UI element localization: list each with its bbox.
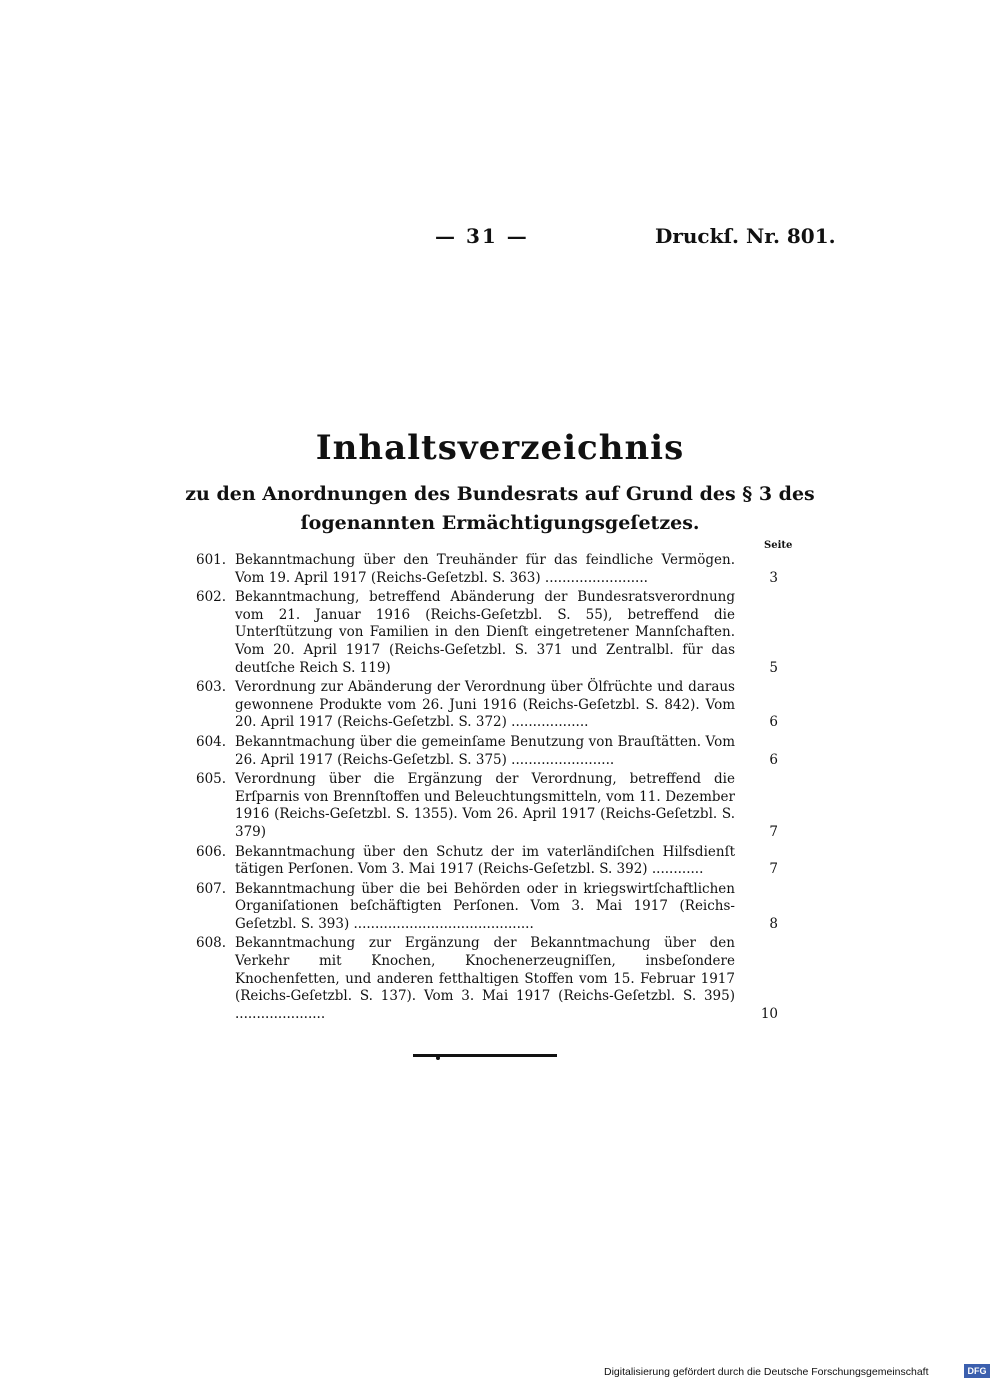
entry-page: 3 <box>769 569 778 586</box>
page-column-label: Seite <box>764 540 793 551</box>
entry-page: 5 <box>769 659 778 676</box>
entry-number: 607. <box>196 880 227 897</box>
table-of-contents <box>196 552 796 1025</box>
entry-text: Bekanntmachung über den Treuhänder für das feindliche Vermögen. Vom 19. April 1917 (Reichs-Geſetzbl. S. 363) ........................ <box>235 552 735 586</box>
entry-page: 8 <box>769 915 778 932</box>
toc-entry <box>196 844 796 879</box>
entry-page: 10 <box>760 1005 778 1022</box>
entry-page: 7 <box>769 861 778 878</box>
toc-entry <box>196 771 796 841</box>
entry-page: 6 <box>769 714 778 731</box>
entry-number: 608. <box>196 935 227 952</box>
toc-entry <box>196 552 796 587</box>
toc-entry <box>196 734 796 769</box>
toc-entry <box>196 589 796 677</box>
entry-text: Bekanntmachung über den Schutz der im vaterländiſchen Hilfsdienſt tätigen Perſonen. Vom 3. Mai 1917 (Reichs-Geſetzbl. S. 392) ............ <box>235 843 735 878</box>
entry-number: 604. <box>196 733 227 750</box>
entry-number: 605. <box>196 771 227 788</box>
closing-rule <box>413 1054 557 1057</box>
page-header <box>0 224 1000 254</box>
drucksache-number: Druckſ. Nr. 801. <box>655 224 836 248</box>
entry-number: 606. <box>196 843 227 860</box>
entry-text: Verordnung über die Ergänzung der Verordnung, betreffend die Erſparnis von Brennſtoffen und Beleuchtungsmitteln, vom 11. Dezember 1916 (Reichs-Geſetzbl. S. 1355). Vom 26. April 1917 (Reichs-Geſetzbl. S. 379) <box>235 771 735 840</box>
entry-number: 603. <box>196 679 227 696</box>
toc-entry <box>196 679 796 732</box>
rule-ornament <box>436 1056 440 1060</box>
page-number: — 31 — <box>435 224 529 248</box>
dfg-logo: DFG <box>964 1364 990 1378</box>
toc-entry <box>196 935 796 1023</box>
document-title: Inhaltsverzeichnis <box>315 428 685 468</box>
entry-number: 601. <box>196 552 227 568</box>
entry-text: Verordnung zur Abänderung der Verordnung über Ölfrüchte und daraus gewonnene Produkte vom 26. Juni 1916 (Reichs-Geſetzbl. S. 842). Vom 20. April 1917 (Reichs-Geſetzbl. S. 372) .................. <box>235 679 735 731</box>
toc-entry <box>196 881 796 934</box>
digitization-credit: Digitalisierung gefördert durch die Deutsche Forschungsgemeinschaft <box>604 1366 929 1378</box>
entry-text: Bekanntmachung über die gemeinſame Benutzung von Brauſtätten. Vom 26. April 1917 (Reichs-Geſetzbl. S. 375) ........................ <box>235 733 735 768</box>
entry-number: 602. <box>196 589 227 606</box>
entry-text: Bekanntmachung über die bei Behörden oder in kriegswirtſchaftlichen Organiſationen beſchäftigten Perſonen. Vom 3. Mai 1917 (Reichs-Geſetzbl. S. 393) .......................................... <box>235 880 735 932</box>
entry-text: Bekanntmachung zur Ergänzung der Bekanntmachung über den Verkehr mit Knochen, Knochenerzeugniſſen, insbeſondere Knochenfetten, und anderen fetthaltigen Stoffen vom 15. Februar 1917 (Reichs-Geſetzbl. S. 137). Vom 3. Mai 1917 (Reichs-Geſetzbl. S. 395) ..................... <box>235 935 735 1022</box>
entry-text: Bekanntmachung, betreffend Abänderung der Bundesratsverordnung vom 21. Januar 1916 (Reichs-Geſetzbl. S. 55), betreffend die Unterſtützung von Familien in den Dienſt eingetretener Mannſchaften. Vom 20. April 1917 (Reichs-Geſetzbl. S. 371 und Zentralbl. für das deutſche Reich S. 119) <box>235 589 735 676</box>
entry-page: 7 <box>769 823 778 840</box>
document-subtitle: zu den Anordnungen des Bundesrats auf Grund des § 3 des ſogenannten Ermächtigungsgeſetzes. <box>185 483 815 534</box>
entry-page: 6 <box>769 751 778 768</box>
